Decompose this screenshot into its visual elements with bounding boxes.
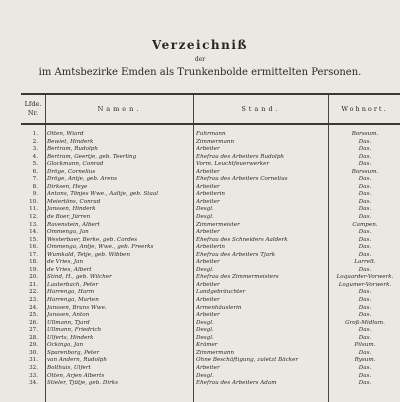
table-row	[21, 274, 400, 282]
row-number: 21.	[29, 281, 38, 288]
row-wohnort: Das.	[358, 289, 372, 296]
table-row	[21, 161, 400, 169]
row-stand: Zimmermeister	[196, 221, 240, 228]
header-name: Namen.	[97, 105, 142, 113]
table-row	[21, 357, 400, 365]
table-row	[21, 199, 400, 207]
row-name: Janssen, Hinderk	[47, 206, 96, 213]
row-name: Ullmann, Friedrich	[47, 327, 102, 334]
row-number: 22.	[29, 289, 38, 296]
row-stand: Arbeiterin	[196, 244, 226, 251]
register-table	[21, 93, 400, 402]
header-number	[21, 95, 45, 123]
table-body	[21, 131, 400, 388]
row-name: Dirksen, Heye	[47, 183, 88, 190]
row-name: Ullmann, Tjard	[47, 319, 90, 326]
row-name: Stind, H., geb. Wilcher	[47, 274, 112, 281]
row-name: van Andern, Rudolph	[47, 357, 107, 364]
row-number: 1.	[32, 131, 38, 137]
table-row	[21, 244, 400, 252]
row-stand: Armenhäuslerin	[196, 304, 242, 311]
row-name: de Vries, Jan	[47, 259, 84, 266]
row-stand: Ehefrau des Schneiders Aalderk	[196, 236, 288, 243]
row-stand: Fuhrmann	[196, 131, 226, 137]
row-wohnort: Das.	[358, 214, 372, 221]
table-row	[21, 267, 400, 275]
row-name: Ommenga, Antje, Wwe., geb. Freerks	[47, 244, 154, 251]
row-number: 6.	[32, 168, 38, 175]
row-number: 20.	[29, 274, 38, 281]
row-number: 19.	[29, 266, 38, 273]
row-wohnort: Das.	[358, 244, 372, 251]
row-stand: Zimmermann	[196, 349, 235, 356]
row-name: Ulferts, Hinderk	[47, 334, 94, 341]
row-wohnort: Das.	[358, 297, 372, 304]
table-row	[21, 131, 400, 139]
row-stand: Desgl.	[196, 206, 214, 213]
row-wohnort: Das.	[358, 327, 372, 334]
row-number: 4.	[32, 153, 38, 160]
table-row	[21, 289, 400, 297]
row-stand: Desgl.	[196, 214, 214, 221]
row-wohnort: Larrelt.	[354, 259, 376, 266]
row-stand: Desgl.	[196, 266, 214, 273]
row-stand: Landgebräuchter	[196, 289, 246, 296]
row-stand: Ehefrau des Arbeiters Tjark	[196, 251, 276, 258]
row-stand: Zimmermann	[196, 138, 235, 145]
table-row	[21, 206, 400, 214]
row-name: Otten, Arjen Alberts	[47, 372, 105, 379]
table-row	[21, 229, 400, 237]
table-row	[21, 191, 400, 199]
table-row	[21, 365, 400, 373]
row-wohnort: Das.	[358, 312, 372, 319]
row-name: Harrenga, Harm	[47, 289, 95, 296]
row-number: 27.	[29, 327, 38, 334]
row-name: Bolthuis, Ulfert	[47, 364, 91, 371]
row-stand: Krämer	[196, 342, 218, 349]
row-number: 26.	[29, 319, 38, 326]
table-row	[21, 335, 400, 343]
row-wohnort: Das.	[358, 304, 372, 311]
row-stand: Arbeiter	[196, 198, 220, 205]
row-number: 18.	[29, 259, 38, 266]
row-stand: Arbeiter	[196, 364, 220, 371]
row-stand: Arbeiter	[196, 146, 220, 153]
row-name: Harrenga, Marten	[47, 297, 99, 304]
row-wohnort: Groß-Midlum.	[345, 319, 385, 326]
row-number: 7.	[32, 176, 38, 183]
row-stand: Ohne Beschäftigung, zuletzt Bäcker	[196, 357, 299, 364]
row-wohnort: Logumer-Vorwerk.	[338, 281, 392, 288]
row-number: 2.	[32, 138, 38, 145]
row-name: Glockmann, Conrad	[47, 161, 104, 168]
row-wohnort: Das.	[358, 176, 372, 183]
header-rule	[21, 123, 400, 125]
row-name: Meiertöns, Conrad	[47, 198, 101, 205]
row-stand: Ehefrau des Arbeiters Cornelius	[196, 176, 288, 183]
row-name: Ockinga, Jan	[47, 342, 84, 349]
row-wohnort: Borssum.	[351, 131, 379, 137]
row-wohnort: Das.	[358, 198, 372, 205]
row-stand: Desgl.	[196, 319, 214, 326]
row-number: 23.	[29, 297, 38, 304]
row-name: Ravenstein, Albert	[47, 221, 100, 228]
table-row	[21, 373, 400, 381]
row-stand: Arbeiterin	[196, 191, 226, 198]
header-number-line1: Lfde.	[24, 100, 42, 108]
row-wohnort: Das.	[358, 191, 372, 198]
row-wohnort: Das.	[358, 372, 372, 379]
document-title: Verzeichniß	[151, 38, 249, 52]
row-wohnort: Das.	[358, 364, 372, 371]
row-number: 14.	[29, 229, 38, 236]
row-number: 34.	[29, 380, 38, 387]
header-stand: Stand.	[241, 105, 281, 113]
row-wohnort: Das.	[358, 251, 372, 258]
row-name: Janssen, Anton	[47, 312, 90, 319]
row-name: Sparenborg, Peter	[47, 349, 100, 356]
table-row	[21, 327, 400, 335]
row-wohnort: Das.	[358, 183, 372, 190]
row-name: Antons, Tönjes Wwe., Aaltje, geb. Staal	[47, 191, 159, 198]
row-stand: Arbeiter	[196, 281, 220, 288]
row-number: 9.	[32, 191, 38, 198]
row-wohnort: Das.	[358, 206, 372, 213]
row-name: Otten, Wiard	[47, 131, 84, 137]
row-stand: Ehefrau des Arbeiters Adam	[196, 380, 277, 387]
row-number: 12.	[29, 214, 38, 221]
row-wohnort: Loquarder-Vorwerk.	[336, 274, 394, 281]
table-row	[21, 237, 400, 245]
row-wohnort: Das.	[358, 380, 372, 387]
table-row	[21, 154, 400, 162]
row-number: 5.	[32, 161, 38, 168]
row-name: Bewiet, Hinderk	[47, 138, 94, 145]
row-stand: Desgl.	[196, 334, 214, 341]
row-number: 29.	[29, 342, 38, 349]
row-name: Ommenga, Jan	[47, 229, 89, 236]
row-wohnort: Das.	[358, 236, 372, 243]
row-wohnort: Das.	[358, 146, 372, 153]
row-stand: Ehefrau des Arbeiters Rudolph	[196, 153, 285, 160]
row-name: Janssen, Bruns Wwe.	[47, 304, 107, 311]
row-number: 30.	[29, 349, 38, 356]
row-number: 25.	[29, 312, 38, 319]
row-number: 33.	[29, 372, 38, 379]
row-wohnort: Das.	[358, 349, 372, 356]
row-stand: Arbeiter	[196, 183, 220, 190]
row-stand: Arbeiter	[196, 312, 220, 319]
row-wohnort: Pilsum.	[354, 342, 376, 349]
document-connector: der	[194, 56, 206, 63]
row-number: 17.	[29, 251, 38, 258]
row-name: Dröge, Cornelius	[47, 168, 96, 175]
table-row	[21, 169, 400, 177]
row-stand: Desgl.	[196, 327, 214, 334]
row-stand: Arbeiter	[196, 297, 220, 304]
table-row	[21, 305, 400, 313]
row-wohnort: Das.	[358, 266, 372, 273]
table-row	[21, 222, 400, 230]
header-wohnort: Wohnort.	[341, 105, 388, 113]
row-name: de Vries, Albert	[47, 266, 92, 273]
row-wohnort: Das.	[358, 229, 372, 236]
row-name: Stieler, Tjütje, geb. Dirks	[47, 380, 119, 387]
row-number: 13.	[29, 221, 38, 228]
row-number: 8.	[32, 183, 38, 190]
table-row	[21, 320, 400, 328]
row-number: 32.	[29, 364, 38, 371]
row-name: Lauterbach, Peter	[47, 281, 99, 288]
row-number: 11.	[29, 206, 38, 213]
row-stand: Arbeiter	[196, 259, 220, 266]
row-wohnort: Campen.	[352, 221, 378, 228]
row-stand: Desgl.	[196, 372, 214, 379]
row-name: Bertram, Rudolph	[47, 146, 98, 153]
document-subtitle: im Amtsbezirke Emden als Trunkenbolde ermittelten Personen.	[38, 67, 362, 78]
table-row	[21, 139, 400, 147]
table-row	[21, 350, 400, 358]
table-row	[21, 297, 400, 305]
row-number: 16.	[29, 244, 38, 251]
row-number: 31.	[29, 357, 38, 364]
row-wohnort: Das.	[358, 138, 372, 145]
row-wohnort: Rysum.	[354, 357, 376, 364]
table-row	[21, 259, 400, 267]
row-number: 10.	[29, 198, 38, 205]
row-number: 3.	[32, 146, 38, 153]
row-name: Westerbaer, Berke, geb. Cordes	[47, 236, 138, 243]
row-name: Dröge, Antje, geb. Arens	[47, 176, 117, 183]
header-number-line2: Nr.	[27, 109, 39, 117]
table-row	[21, 380, 400, 388]
table-row	[21, 282, 400, 290]
row-stand: Arbeiter	[196, 229, 220, 236]
row-wohnort: Das.	[358, 334, 372, 341]
row-stand: Ehefrau des Zimmermeisters	[196, 274, 279, 281]
row-number: 28.	[29, 334, 38, 341]
row-name: Wumkald, Tetje, geb. Wibben	[47, 251, 131, 258]
table-row	[21, 184, 400, 192]
table-row	[21, 312, 400, 320]
row-number: 24.	[29, 304, 38, 311]
row-number: 15.	[29, 236, 38, 243]
table-row	[21, 342, 400, 350]
row-wohnort: Das.	[358, 161, 372, 168]
table-row	[21, 214, 400, 222]
row-wohnort: Borssum.	[351, 168, 379, 175]
table-row	[21, 176, 400, 184]
table-row	[21, 146, 400, 154]
row-wohnort: Das.	[358, 153, 372, 160]
table-row	[21, 252, 400, 260]
row-name: Bertram, Geertje, geb. Teerling	[47, 153, 137, 160]
row-name: de Boer, Jürren	[47, 214, 91, 221]
row-stand: Arbeiter	[196, 168, 220, 175]
row-stand: Vorm. Leuchtfeuerwerker	[196, 161, 270, 168]
